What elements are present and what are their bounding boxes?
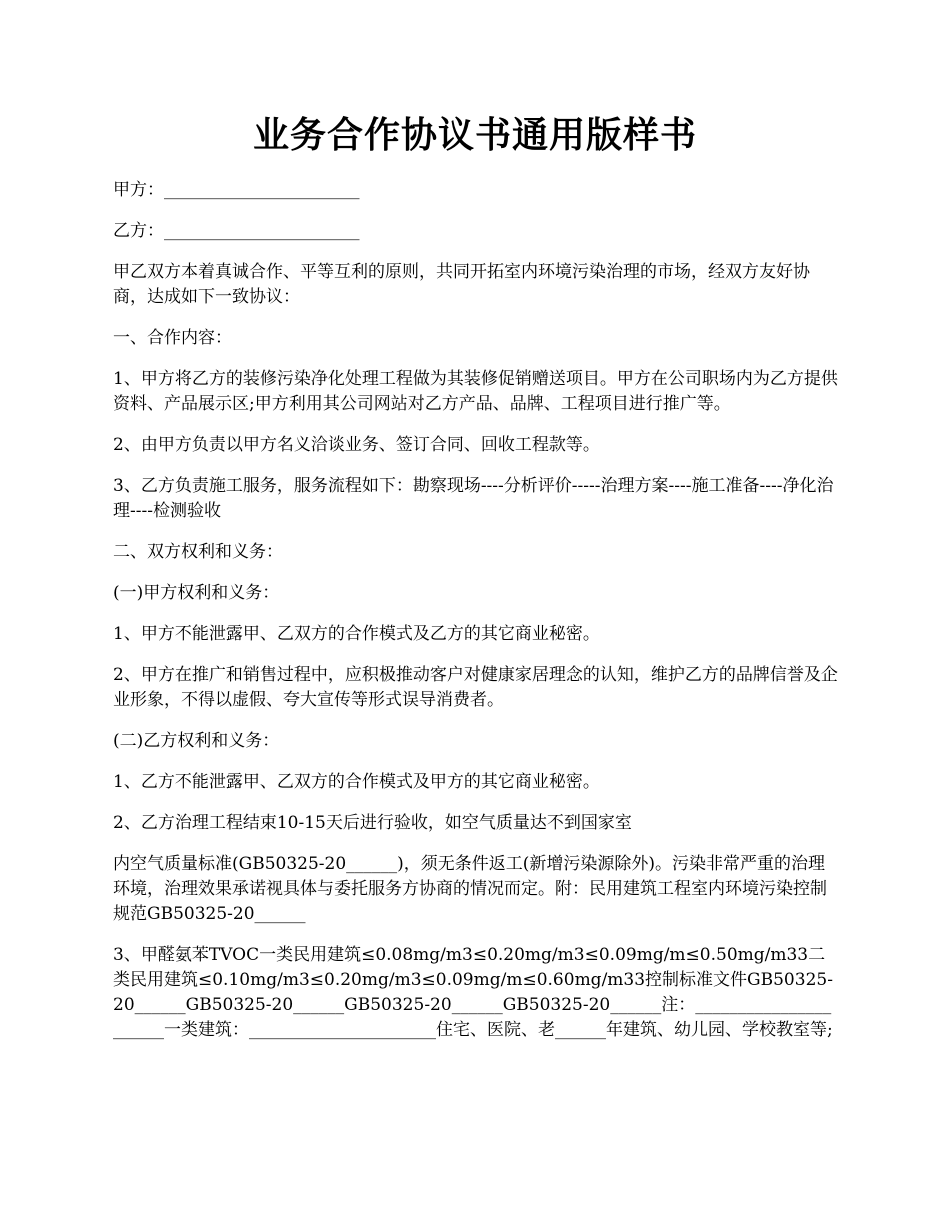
clause-paragraph: 2、由甲方负责以甲方名义洽谈业务、签订合同、回收工程款等。 (113, 435, 600, 455)
party-b-line: 乙方：_______________________ (113, 221, 360, 241)
clause-paragraph: 1、乙方不能泄露甲、乙双方的合作模式及甲方的其它商业秘密。 (113, 772, 600, 792)
clause-paragraph: 1、甲方将乙方的装修污染净化处理工程做为其装修促销赠送项目。甲方在公司职场内为乙方提供资料、产品展示区;甲方利用其公司网站对乙方产品、品牌、工程项目进行推广等。 (113, 369, 838, 414)
document-body (113, 178, 841, 1059)
subsection-heading-party-b: (二)乙方权利和义务： (113, 731, 280, 751)
preamble-paragraph: 甲乙双方本着真诚合作、平等互利的原则，共同开拓室内环境污染治理的市场，经双方友好协商，达成如下一致协议： (113, 262, 810, 307)
section-heading-cooperation: 一、合作内容： (113, 328, 232, 348)
party-a-line: 甲方：_______________________ (113, 180, 360, 200)
section-heading-rights: 二、双方权利和义务： (113, 542, 283, 562)
clause-paragraph: 1、甲方不能泄露甲、乙双方的合作模式及乙方的其它商业秘密。 (113, 624, 600, 644)
clause-paragraph: 3、乙方负责施工服务，服务流程如下：勘察现场----分析评价-----治理方案----施工准备----净化治理----检测验收 (113, 476, 834, 521)
clause-paragraph: 2、乙方治理工程结束10-15天后进行验收，如空气质量达不到国家室 (113, 813, 632, 833)
clause-paragraph: 内空气质量标准(GB50325-20______)，须无条件返工(新增污染源除外)。污染非常严重的治理环境，治理效果承诺视具体与委托服务方协商的情况而定。附：民用建筑工程室内环境污染控制规范GB50325-20______ (113, 854, 827, 924)
clause-paragraph: 3、甲醛氨苯TVOC一类民用建筑≤0.08mg/m3≤0.20mg/m3≤0.09mg/m≤0.50mg/m33二类民用建筑≤0.10mg/m3≤0.20mg/m3≤0.09mg/m≤0.60mg/m33控制标准文件GB50325-20______GB50325-20______GB50325-20______GB50325-20______注：________________ ______一类建筑：______________________住宅、医院、老______年建筑、幼儿园、学校教室等; (113, 945, 833, 1040)
subsection-heading-party-a: (一)甲方权利和义务： (113, 583, 280, 603)
clause-paragraph: 2、甲方在推广和销售过程中，应积极推动客户对健康家居理念的认知，维护乙方的品牌信誉及企业形象，不得以虚假、夸大宣传等形式误导消费者。 (113, 665, 838, 710)
document-title: 业务合作协议书通用版样书 (252, 115, 697, 156)
